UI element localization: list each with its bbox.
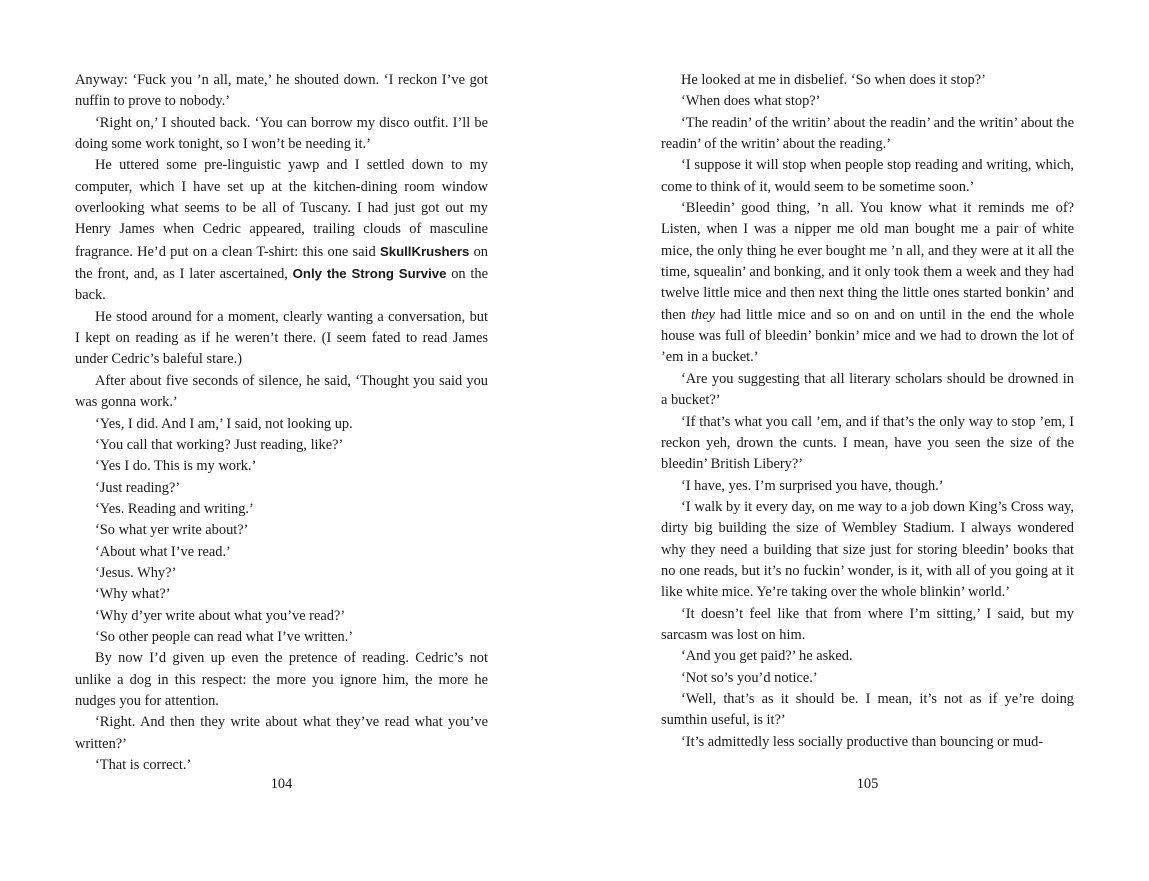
text-run: ‘Right on,’ I shouted back. ‘You can borrow my disco outfit. I’ll be doing some work tonight, so I won’t be needing it.’ [75, 114, 488, 153]
paragraph [75, 456, 488, 477]
text-run: He looked at me in disbelief. ‘So when does it stop?’ [681, 72, 986, 88]
text-run: on the back. [75, 266, 488, 304]
text-run: ‘You call that working? Just reading, like?’ [95, 436, 344, 453]
paragraph [661, 476, 1074, 497]
bold-text: Only the Strong Survive [292, 266, 447, 282]
page-number-left: 104 [270, 776, 293, 792]
text-run: ‘Jesus. Why?’ [95, 564, 177, 581]
text-run: ‘So other people can read what I’ve written.’ [95, 628, 354, 645]
text-run: ‘That is correct.’ [95, 757, 192, 773]
text-run: ‘If that’s what you call ’em, and if that’s the only way to stop ’em, I reckon yeh, drown the cunts. I mean, have you seen the size of the bleedin’ British Libery?’ [661, 413, 1074, 473]
paragraph [661, 70, 1074, 91]
text-run: ‘It doesn’t feel like that from where I’m sitting,’ I said, but my sarcasm was lost on him. [661, 605, 1074, 643]
paragraph [661, 155, 1074, 198]
paragraph [661, 91, 1074, 112]
paragraph [661, 113, 1074, 156]
paragraph [75, 307, 488, 371]
text-run: had little mice and so on and on until in the end the whole house was full of bleedin’ bonkin’ mice and we had to drown the lot of ’em in a bucket.’ [661, 306, 1075, 366]
paragraph [75, 70, 488, 113]
bold-text: SkullKrushers [379, 243, 470, 259]
text-run: ‘When does what stop?’ [681, 93, 821, 110]
text-run: He uttered some pre-linguistic yawp and I settled down to my computer, which I have set up at the kitchen-dining room window overlooking what seems to be all of Tuscany. I had just got out my Henry James when Cedric appeared, trailing clouds of masculine fragrance. He’d put on a clean T-shirt: this one said [75, 157, 488, 260]
text-run: He stood around for a moment, clearly wanting a conversation, but I kept on reading as if he weren’t there. (I seem fated to read James under Cedric’s baleful stare.) [75, 308, 488, 368]
paragraph [75, 113, 488, 156]
paragraph [661, 646, 1074, 667]
text-run: ‘I suppose it will stop when people stop reading and writing, which, come to think of it, would seem to be sometime soon.’ [661, 157, 1074, 195]
text-run: After about five seconds of silence, he said, ‘Thought you said you was gonna work.’ [75, 372, 488, 411]
paragraph [75, 627, 488, 648]
paragraph [75, 563, 488, 584]
text-run: ‘Yes, I did. And I am,’ I said, not looking up. [95, 415, 353, 432]
paragraph [75, 414, 488, 435]
text-run: ‘Why what?’ [95, 586, 171, 603]
paragraph [661, 732, 1074, 753]
paragraph [75, 606, 488, 627]
paragraph [661, 369, 1074, 412]
paragraph [75, 499, 488, 520]
text-run: By now I’d given up even the pretence of reading. Cedric’s not unlike a dog in this respect: the more you ignore him, the more he nudges you for attention. [75, 650, 488, 709]
paragraph [661, 668, 1074, 689]
paragraph [75, 478, 488, 499]
paragraph [75, 155, 488, 306]
text-run: ‘Yes. Reading and writing.’ [95, 500, 254, 517]
left-page [75, 70, 488, 776]
paragraph [661, 689, 1074, 732]
text-run: ‘Are you suggesting that all literary scholars should be drowned in a bucket?’ [661, 370, 1074, 409]
text-run: Anyway: ‘Fuck you ’n all, mate,’ he shouted down. ‘I reckon I’ve got nuffin to prove to nobody.’ [75, 72, 488, 110]
text-run: ‘Well, that’s as it should be. I mean, it’s not as if ye’re doing sumthin useful, is it?’ [661, 690, 1074, 729]
text-run: on the front, and, as I later ascertained, [75, 243, 488, 283]
paragraph [75, 712, 488, 755]
paragraph [661, 412, 1074, 476]
text-run: ‘And you get paid?’ he asked. [681, 648, 853, 665]
paragraph [75, 520, 488, 541]
paragraph [75, 371, 488, 414]
text-run: ‘Why d’yer write about what you’ve read?’ [95, 607, 346, 624]
text-run: ‘I walk by it every day, on me way to a job down King’s Cross way, dirty big building the size of Wembley Stadium. I always wondered why they need a building that size just for storing bleedin’ books that no one reads, but it’s no fuckin’ wonder, is it, with all of you going at it like white mice. Ye’re taking over the whole blinkin’ world.’ [661, 498, 1074, 601]
paragraph [661, 198, 1074, 369]
page-number-right: 105 [856, 776, 879, 792]
text-run: ‘Just reading?’ [95, 479, 181, 496]
paragraph [661, 604, 1074, 647]
text-run: ‘Not so’s you’d notice.’ [681, 669, 818, 686]
paragraph [75, 542, 488, 563]
text-run: ‘Right. And then they write about what they’ve read what you’ve written?’ [75, 714, 488, 752]
text-run: ‘Bleedin’ good thing, ’n all. You know what it reminds me of? Listen, when I was a nipper me old man bought me a pair of white mice, the only thing he ever bought me ’n all, and they were at it all the time, squealin’ and bonking, and it only took them a week and they had twelve little mice and then next thing the little ones started bonkin’ and then [661, 200, 1074, 323]
text-run: ‘About what I’ve read.’ [95, 543, 231, 560]
paragraph [75, 755, 488, 776]
text-run: ‘It’s admittedly less socially productive than bouncing or mud- [681, 733, 1044, 750]
paragraph [75, 648, 488, 712]
right-page [661, 70, 1074, 753]
text-run: ‘So what yer write about?’ [95, 522, 249, 539]
text-run: ‘Yes I do. This is my work.’ [95, 458, 257, 475]
text-run: ‘I have, yes. I’m surprised you have, though.’ [681, 477, 944, 494]
paragraph [75, 584, 488, 605]
paragraph [661, 497, 1074, 604]
text-run: ‘The readin’ of the writin’ about the readin’ and the writin’ about the readin’ of the writin’ about the reading.’ [661, 114, 1074, 153]
paragraph [75, 435, 488, 456]
italic-text: they [690, 306, 715, 323]
